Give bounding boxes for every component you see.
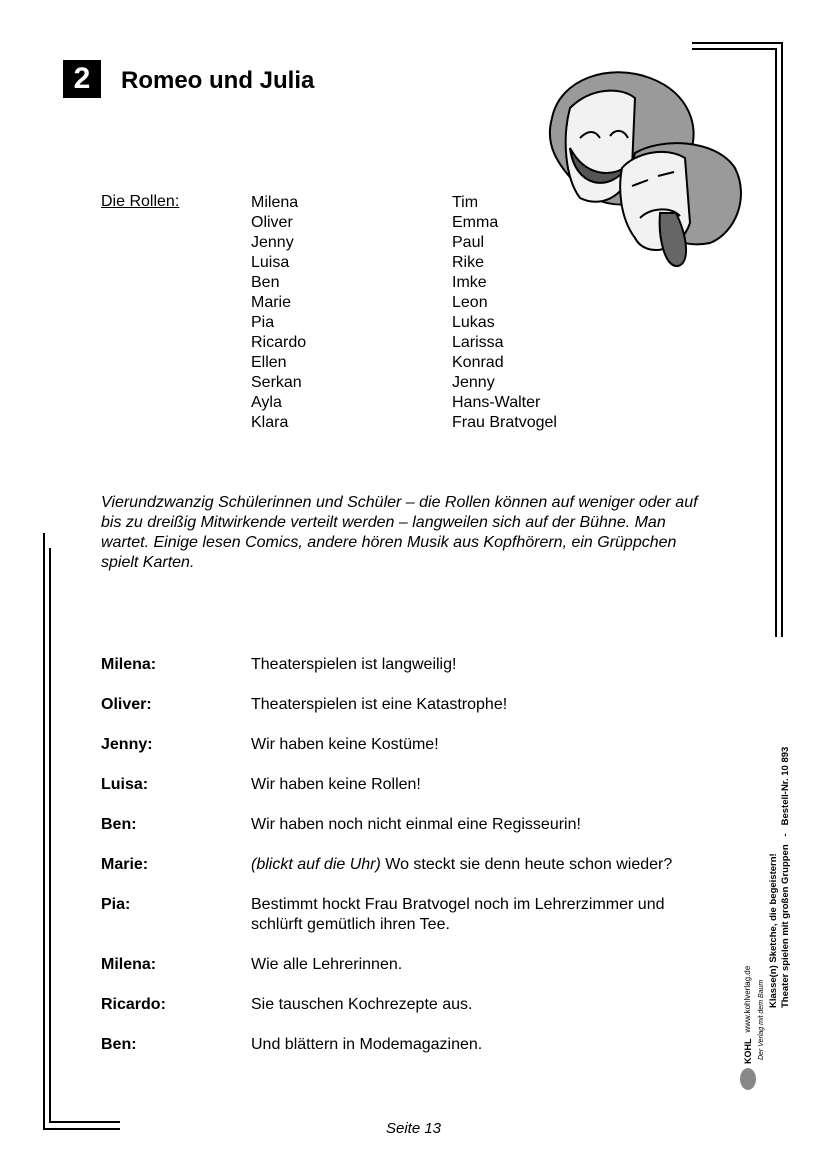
spoken-text: [251, 735, 711, 755]
spoken-text: [251, 815, 711, 835]
spoken-text: [251, 895, 711, 935]
dialogue-line: [101, 995, 721, 1015]
role-name: Hans-Walter: [452, 394, 541, 411]
role-name: Larissa: [452, 334, 504, 351]
line-text: Theaterspielen ist langweilig!: [251, 656, 457, 673]
spoken-text: [251, 995, 711, 1015]
line-text: Wie alle Lehrerinnen.: [251, 956, 403, 973]
book-subtitle-order-line: Theater spielen mit großen Gruppen - Bestell-Nr. 10 893: [780, 746, 791, 1008]
spoken-text: [251, 955, 711, 975]
spoken-text: [251, 695, 711, 715]
dialogue-line: [101, 695, 721, 715]
chapter-number: 2: [63, 60, 101, 98]
role-name: Rike: [452, 254, 485, 271]
role-name: Serkan: [251, 374, 302, 391]
speaker-name: Milena:: [101, 656, 157, 673]
role-name: Ellen: [251, 354, 287, 371]
line-text: Sie tauschen Kochrezepte aus.: [251, 996, 473, 1013]
publisher-name: KOHL: [743, 1038, 753, 1064]
role-name: Leon: [452, 294, 488, 311]
page-title: Romeo und Julia: [121, 67, 315, 94]
line-text: Wir haben keine Kostüme!: [251, 736, 439, 753]
dialogue-line: [101, 955, 721, 975]
line-text: Und blättern in Modemagazinen.: [251, 1036, 483, 1053]
role-name: Ricardo: [251, 334, 307, 351]
line-text: Wo steckt sie denn heute schon wieder?: [380, 856, 673, 873]
speaker-name: Ricardo:: [101, 996, 166, 1013]
line-text: Wir haben noch nicht einmal eine Regisseurin!: [251, 816, 581, 833]
speaker-name: Oliver:: [101, 696, 152, 713]
dialogue-line: [101, 775, 721, 795]
role-name: Emma: [452, 214, 499, 231]
speaker-name: Milena:: [101, 956, 157, 973]
spoken-text: [251, 855, 711, 875]
publisher-sidebar: [740, 745, 792, 1090]
spoken-text: [251, 1035, 711, 1055]
book-title-line: Klasse(n) Sketche, die begeistern!: [768, 853, 779, 1008]
line-text: Bestimmt hockt Frau Bratvogel noch im Lehrerzimmer und schlürft gemütlich ihren Tee.: [251, 896, 669, 933]
roles-column-1: [251, 193, 306, 433]
spoken-text: [251, 775, 711, 795]
tree-logo-icon: [740, 1068, 756, 1090]
role-name: Klara: [251, 414, 289, 431]
speaker-name: Jenny:: [101, 736, 153, 753]
speaker-name: Ben:: [101, 1036, 137, 1053]
speaker-name: Luisa:: [101, 776, 149, 793]
role-name: Pia: [251, 314, 275, 331]
stage-directions-intro: Vierundzwanzig Schülerinnen und Schüler – die Rollen können auf weniger oder auf bis zu dreißig Mitwirkende verteilt werden – langweilen sich auf der Bühne. Man wartet. Einige lesen Comics, andere hören Musik aus Kopfhörern, ein Grüppchen spielt Karten.: [101, 494, 698, 571]
dialogue-line: [101, 655, 721, 675]
role-name: Milena: [251, 194, 299, 211]
line-text: Wir haben keine Rollen!: [251, 776, 421, 793]
role-name: Konrad: [452, 354, 504, 371]
roles-label: Die Rollen:: [101, 193, 180, 210]
dialogue-line: [101, 855, 721, 875]
speaker-name: Pia:: [101, 896, 131, 913]
role-name: Ayla: [251, 394, 282, 411]
role-name: Paul: [452, 234, 485, 251]
dialogue-line: [101, 895, 721, 935]
dialogue: [101, 655, 721, 1075]
speaker-name: Marie:: [101, 856, 149, 873]
dialogue-line: [101, 815, 721, 835]
role-name: Luisa: [251, 254, 290, 271]
role-name: Ben: [251, 274, 280, 291]
role-name: Imke: [452, 274, 487, 291]
line-text: Theaterspielen ist eine Katastrophe!: [251, 696, 508, 713]
dialogue-line: [101, 1035, 721, 1055]
role-name: Marie: [251, 294, 292, 311]
role-name: Jenny: [251, 234, 294, 251]
role-name: Oliver: [251, 214, 293, 231]
theater-masks-icon: [540, 68, 750, 273]
publisher-slogan: Der Verlag mit dem Baum: [758, 979, 765, 1060]
spoken-text: [251, 655, 711, 675]
roles-column-2: [452, 193, 557, 433]
role-name: Frau Bratvogel: [452, 414, 557, 431]
role-name: Tim: [452, 194, 479, 211]
dialogue-line: [101, 735, 721, 755]
speaker-name: Ben:: [101, 816, 137, 833]
publisher-url: www.kohlverlag.de: [743, 965, 752, 1033]
page-number: Seite 13: [385, 1120, 442, 1137]
stage-direction: (blickt auf die Uhr): [251, 856, 381, 873]
role-name: Jenny: [452, 374, 495, 391]
role-name: Lukas: [452, 314, 495, 331]
